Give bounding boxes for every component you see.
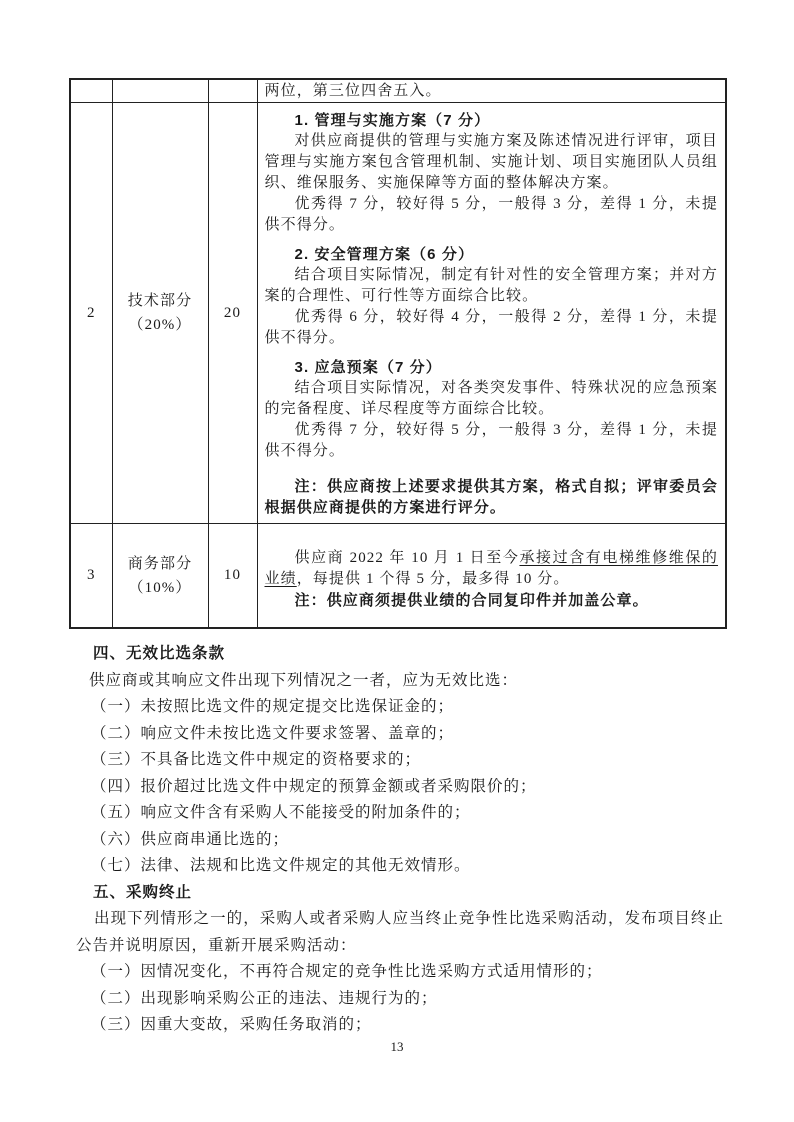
invalid-item-7: （七）法律、法规和比选文件规定的其他无效情形。 [91,857,471,874]
scoring-line-2: 优秀得 6 分，较好得 4 分，一般得 2 分，差得 1 分，未提供不得分。 [264,308,718,346]
category-cell [112,103,208,524]
criterion-heading-1: 1. 管理与实施方案（7 分） [294,111,491,129]
criterion-paragraph-3: 结合项目实际情况，对各类突发事件、特殊状况的应急预案的完备程度、详尽程度等方面综合比较。 [264,379,718,417]
invalid-item-2: （二）响应文件未按比选文件要求签署、盖章的； [91,724,455,742]
invalid-item-6: （六）供应商串通比选的； [91,830,290,848]
section-termination-heading: 五、采购终止 [93,883,193,901]
category-name: 技术部分 [127,293,193,309]
termination-item-3: （三）因重大变故，采购任务取消的； [91,1016,372,1033]
category-weight: （10%） [128,579,192,596]
performance-prefix: 供应商 2022 年 10 月 1 日至今 [294,549,520,566]
technical-note: 注：供应商按上述要求提供其方案，格式自拟；评审委员会根据供应商提供的方案进行评分。 [264,477,718,516]
criteria-cell-continuation [257,79,726,103]
category-weight: （20%） [128,317,192,333]
performance-underlined-text: 承接过含有电梯维修维保的业绩 [264,549,719,587]
row-number-cell: 2 [70,103,112,524]
criteria-cell-technical [257,103,726,524]
row-number-cell-empty [70,79,112,103]
score-cell: 10 [208,524,257,629]
table-row-business [70,524,726,629]
continuation-text: 两位，第三位四舍五入。 [264,83,442,99]
category-name: 商务部分 [127,555,193,572]
section-invalid-heading: 四、无效比选条款 [93,645,226,662]
row-number-cell: 3 [70,524,112,629]
body-sections [76,641,724,1039]
criterion-paragraph-1: 对供应商提供的管理与实施方案及陈述情况进行评审，项目管理与实施方案包含管理机制、实施计划、项目实施团队人员组织、维保服务、实施保障等方面的整体解决方案。 [264,132,718,191]
performance-suffix: ，每提供 1 个得 5 分，最多得 10 分。 [296,570,570,587]
scoring-line-1: 优秀得 7 分，较好得 5 分，一般得 3 分，差得 1 分，未提供不得分。 [264,195,718,233]
criterion-heading-3: 3. 应急预案（7 分） [294,358,442,376]
evaluation-table [69,78,727,629]
business-note: 注：供应商须提供业绩的合同复印件并加盖公章。 [294,591,649,609]
scoring-line-3: 优秀得 7 分，较好得 5 分，一般得 3 分，差得 1 分，未提供不得分。 [264,421,718,459]
section-invalid-intro: 供应商或其响应文件出现下列情况之一者，应为无效比选： [89,671,519,689]
termination-item-2: （二）出现影响采购公正的违法、违规行为的； [91,989,438,1007]
criterion-paragraph-2: 结合项目实际情况，制定有针对性的安全管理方案；并对方案的合理性、可行性等方面综合比较。 [264,266,718,304]
page-number: 13 [390,1039,404,1054]
table-row-continuation [70,79,726,103]
score-cell-empty [208,79,257,103]
table-row-technical [70,103,726,524]
invalid-item-4: （四）报价超过比选文件中规定的预算金额或者采购限价的； [91,777,537,795]
invalid-item-5: （五）响应文件含有采购人不能接受的附加条件的； [91,804,471,821]
section-termination-intro: 出现下列情形之一的，采购人或者采购人应当终止竞争性比选采购活动，发布项目终止公告并说明原因，重新开展采购活动： [76,910,724,954]
invalid-item-3: （三）不具备比选文件中规定的资格要求的； [91,751,422,768]
category-cell [112,524,208,629]
criterion-heading-2: 2. 安全管理方案（6 分） [294,245,475,263]
termination-item-1: （一）因情况变化，不再符合规定的竞争性比选采购方式适用情形的； [91,963,603,980]
score-cell: 20 [208,103,257,524]
business-performance-paragraph [265,548,719,590]
category-cell-empty [112,79,208,103]
criteria-cell-business [257,524,726,629]
invalid-item-1: （一）未按照比选文件的规定提交比选保证金的； [91,698,455,715]
